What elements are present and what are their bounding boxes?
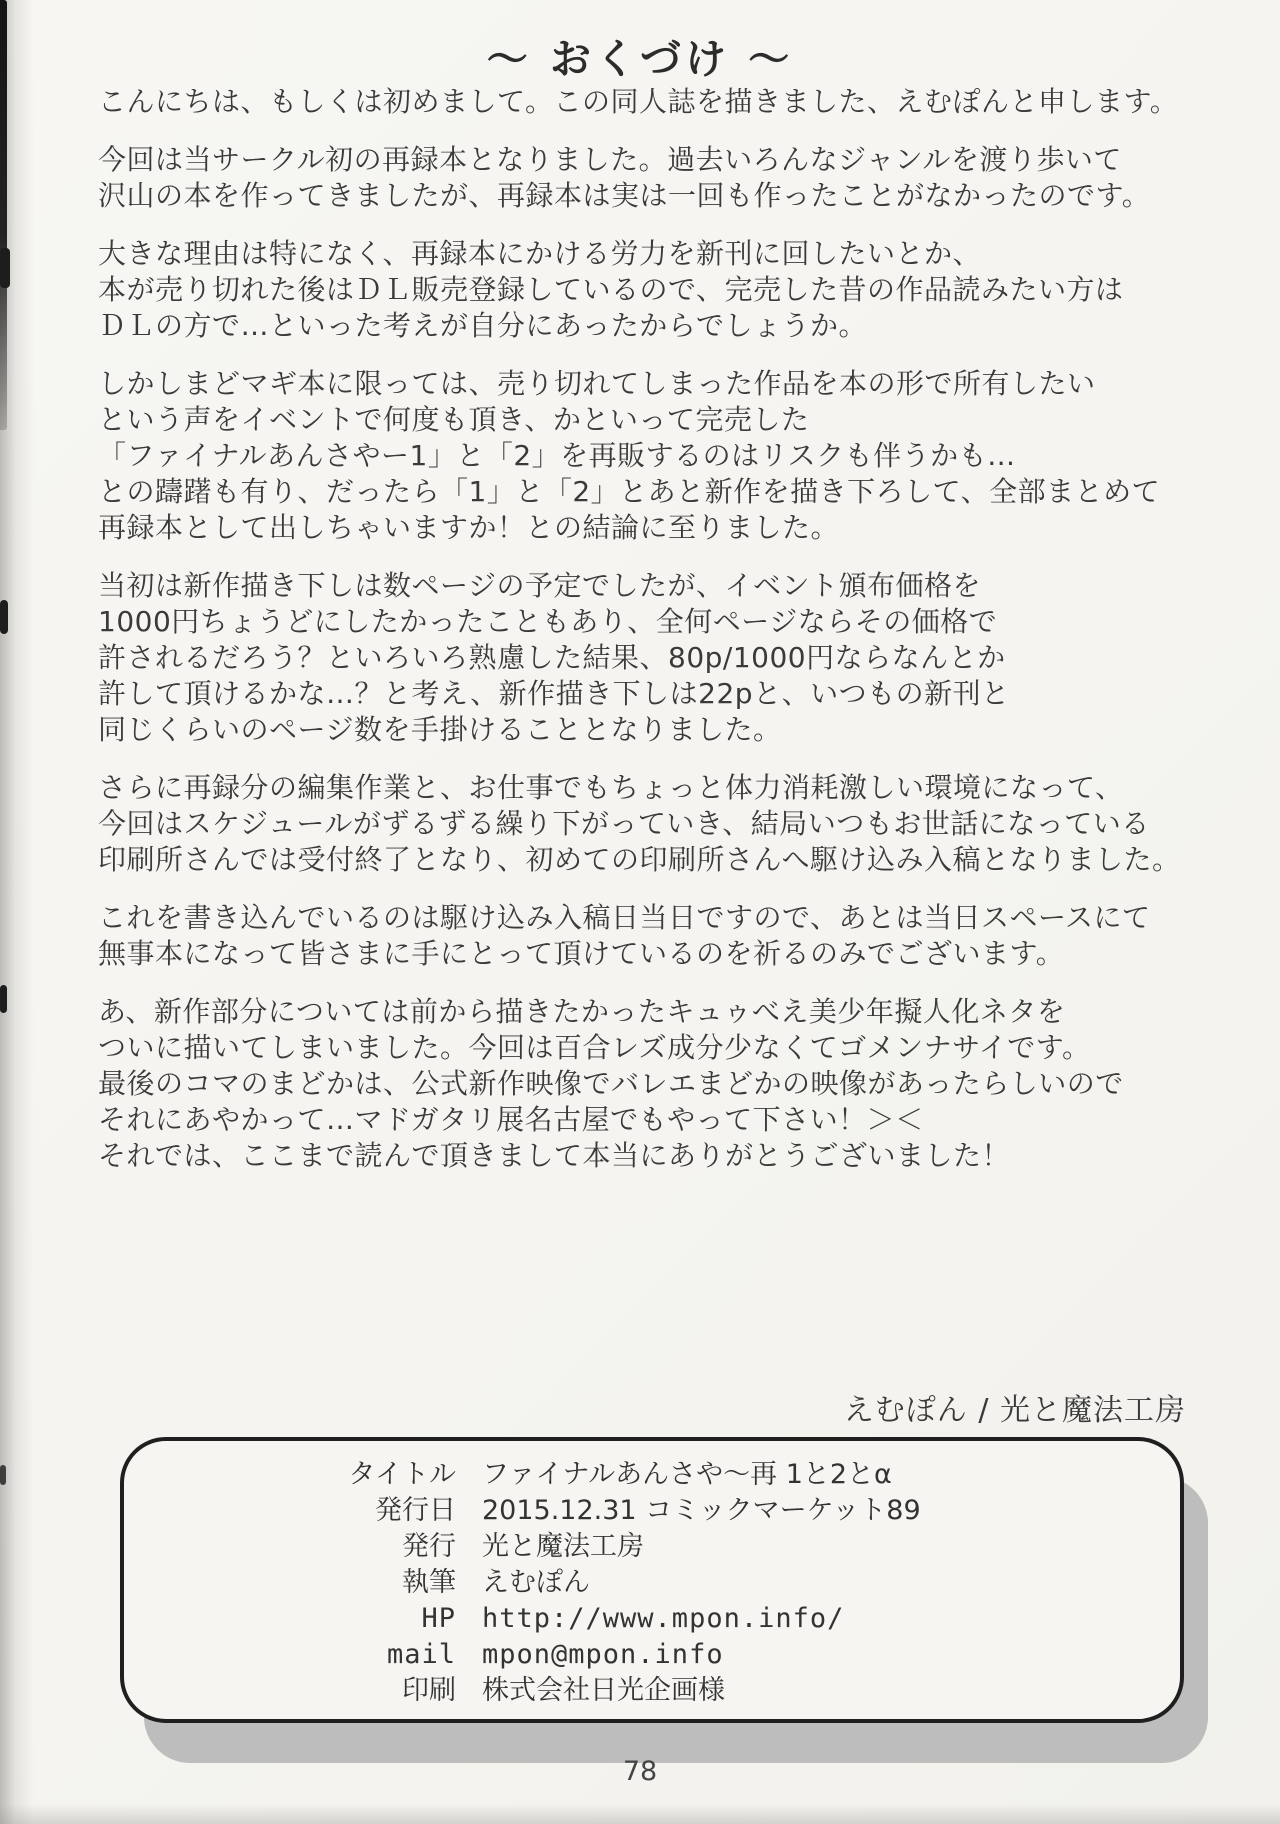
text-line: 沢山の本を作ってきましたが、再録本は実は一回も作ったことがなかったのです。 — [98, 179, 1151, 212]
colophon-value: 株式会社日光企画様 — [482, 1675, 725, 1706]
text-line: 再録本として出しちゃいますか！との結論に至りました。 — [98, 511, 840, 544]
text-line: 「ファイナルあんさやー1」と「2」を再販するのはリスクも伴うかも… — [98, 439, 1016, 472]
colophon-value: 光と魔法工房 — [482, 1531, 644, 1562]
colophon-value: えむぽん — [482, 1567, 590, 1598]
paragraph — [98, 994, 1190, 1174]
text-line: 無事本になって皆さまに手にとって頂けているのを祈るのみでございます。 — [98, 937, 1065, 970]
text-line: 印刷所さんでは受付終了となり、初めての印刷所さんへ駆け込み入稿となりました。 — [98, 843, 1181, 876]
scan-artifact — [0, 600, 8, 634]
scan-artifact — [0, 248, 10, 288]
homepage-url: http://www.mpon.info/ — [482, 1603, 845, 1634]
paragraph — [98, 770, 1190, 878]
scan-artifact — [0, 1465, 6, 1485]
colophon-row-title — [124, 1457, 1180, 1493]
page-title: ～ おくづけ ～ — [486, 35, 794, 83]
text-line: それにあやかって…マドガタリ展名古屋でもやって下さい！＞＜ — [98, 1103, 924, 1136]
text-line: 最後のコマのまどかは、公式新作映像でバレエまどかの映像があったらしいので — [98, 1067, 1124, 1100]
text-line: それでは、ここまで読んで頂きまして本当にありがとうございました！ — [98, 1139, 1011, 1172]
paragraph — [98, 142, 1190, 214]
colophon-value: ファイナルあんさや～再 1と2とα — [482, 1459, 892, 1490]
colophon-label: HP — [421, 1603, 456, 1634]
text-line: 今回はスケジュールがずるずる繰り下がっていき、結局いつもお世話になっている — [98, 807, 1150, 840]
mail-address: mpon@mpon.info — [482, 1639, 724, 1670]
colophon-box — [120, 1437, 1184, 1723]
page-number: 78 — [622, 1756, 658, 1787]
text-line: 今回は当サークル初の再録本となりました。過去いろんなジャンルを渡り歩いて — [98, 143, 1122, 176]
paragraph — [98, 900, 1190, 972]
scan-bottom-shade — [0, 1804, 1280, 1824]
text-line: 本が売り切れた後はＤＬ販売登録しているので、完売した昔の作品読みたい方は — [98, 273, 1124, 306]
paragraph — [98, 568, 1190, 748]
paragraph — [98, 84, 1190, 120]
colophon-row-printer — [124, 1673, 1180, 1709]
colophon-row-author — [124, 1565, 1180, 1601]
text-line: 1000円ちょうどにしたかったこともあり、全何ページならその価格で — [98, 605, 998, 638]
text-line: 当初は新作描き下しは数ページの予定でしたが、イベント頒布価格を — [98, 569, 981, 602]
colophon-label: 発行 — [402, 1531, 456, 1562]
text-line: こんにちは、もしくは初めまして。この同人誌を描きました、えむぽんと申します。 — [98, 85, 1179, 118]
scan-artifact — [0, 985, 7, 1013]
text-line: これを書き込んでいるのは駆け込み入稿日当日ですので、あとは当日スペースにて — [98, 901, 1151, 934]
colophon-label: 印刷 — [402, 1675, 456, 1706]
text-line: 許して頂けるかな…？と考え、新作描き下しは22pと、いつもの新刊と — [98, 677, 1010, 710]
colophon-row-publisher — [124, 1529, 1180, 1565]
colophon-row-date — [124, 1493, 1180, 1529]
colophon-row-mail — [124, 1637, 1180, 1673]
text-line: 大きな理由は特になく、再録本にかける労力を新刊に回したいとか、 — [98, 237, 981, 270]
text-line: 許されるだろう？といろいろ熟慮した結果、80p/1000円ならなんとか — [98, 641, 1006, 674]
colophon-label: 発行日 — [375, 1495, 456, 1526]
text-line: しかしまどマギ本に限っては、売り切れてしまった作品を本の形で所有したい — [98, 367, 1096, 400]
colophon-row-homepage — [124, 1601, 1180, 1637]
text-line: ついに描いてしまいました。今回は百合レズ成分少なくてゴメンナサイです。 — [98, 1031, 1091, 1064]
colophon-label: mail — [386, 1639, 456, 1670]
text-line: 同じくらいのページ数を手掛けることとなりました。 — [98, 713, 782, 746]
text-line: あ、新作部分については前から描きたかったキュゥべえ美少年擬人化ネタを — [98, 995, 1066, 1028]
author-signature: えむぽん / 光と魔法工房 — [843, 1393, 1186, 1428]
paragraph — [98, 236, 1190, 344]
afterword-text — [98, 84, 1190, 1196]
colophon-label: タイトル — [348, 1459, 456, 1490]
text-line: との躊躇も有り、だったら「1」と「2」とあと新作を描き下ろして、全部まとめて — [98, 475, 1161, 508]
text-line: という声をイベントで何度も頂き、かといって完売した — [98, 403, 810, 436]
text-line: さらに再録分の編集作業と、お仕事でもちょっと体力消耗激しい環境になって、 — [98, 771, 1124, 804]
colophon-value: 2015.12.31 コミックマーケット89 — [482, 1495, 921, 1526]
paragraph — [98, 366, 1190, 546]
colophon-label: 執筆 — [402, 1567, 456, 1598]
text-line: ＤＬの方で…といった考えが自分にあったからでしょうか。 — [98, 309, 867, 342]
